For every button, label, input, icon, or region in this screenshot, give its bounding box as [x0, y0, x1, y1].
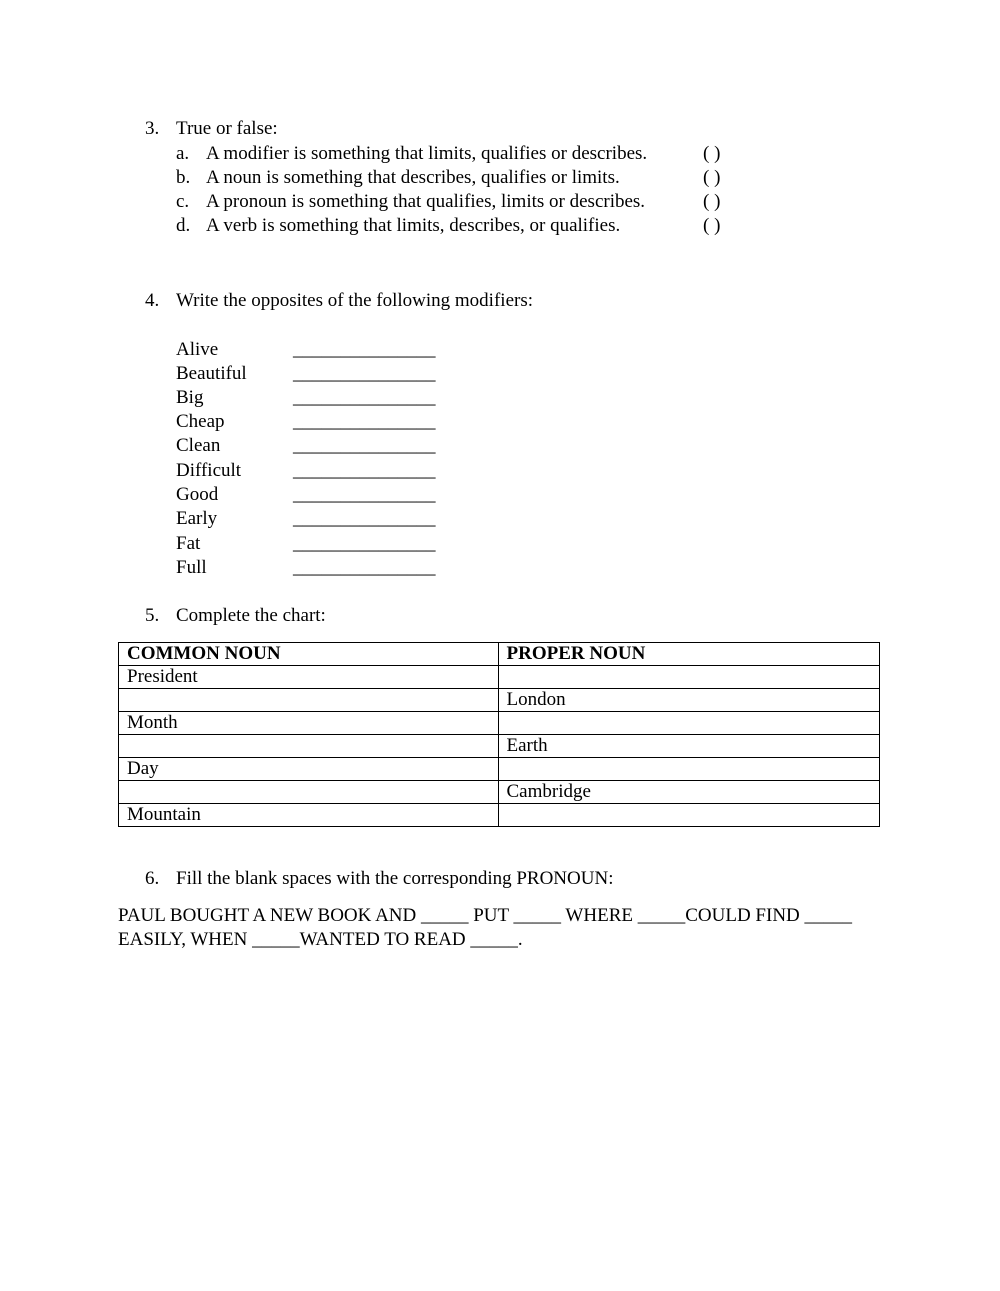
table-row — [119, 735, 880, 758]
table-row — [119, 689, 880, 712]
table-row — [119, 758, 880, 781]
noun-chart-table — [118, 642, 880, 827]
opposite-word: Good — [176, 484, 219, 505]
q3-item-letter: d. — [176, 215, 191, 236]
header-proper-noun: PROPER NOUN — [498, 643, 880, 666]
opposite-blank[interactable]: _______________ — [293, 339, 436, 360]
q3-item-text: A pronoun is something that qualifies, limits or describes. — [206, 191, 646, 212]
q3-item-letter: a. — [176, 143, 190, 164]
proper-noun-cell[interactable] — [498, 712, 880, 735]
q4-number: 4. — [145, 290, 160, 311]
opposite-blank[interactable]: _______________ — [293, 508, 436, 529]
q6-sentence-line-1[interactable]: PAUL BOUGHT A NEW BOOK AND _____ PUT _____ WHERE _____COULD FIND _____ — [118, 905, 853, 926]
opposite-blank[interactable]: _______________ — [293, 363, 436, 384]
opposite-word: Full — [176, 557, 207, 578]
opposite-blank[interactable]: _______________ — [293, 435, 436, 456]
table-row — [119, 666, 880, 689]
q3-answer-parens[interactable]: ( ) — [703, 191, 721, 212]
common-noun-cell[interactable] — [119, 781, 499, 804]
q3-answer-parens[interactable]: ( ) — [703, 215, 721, 236]
common-noun-cell[interactable] — [119, 689, 499, 712]
common-noun-cell: President — [119, 666, 499, 689]
table-row — [119, 804, 880, 827]
q5-title: Complete the chart: — [176, 605, 326, 626]
q4-title: Write the opposites of the following modifiers: — [176, 290, 534, 311]
q3-item-text: A verb is something that limits, describes, or qualifies. — [206, 215, 621, 236]
q5-number: 5. — [145, 605, 160, 626]
q3-answer-parens[interactable]: ( ) — [703, 167, 721, 188]
proper-noun-cell[interactable] — [498, 758, 880, 781]
table-row — [119, 781, 880, 804]
opposite-blank[interactable]: _______________ — [293, 533, 436, 554]
q3-answer-parens[interactable]: ( ) — [703, 143, 721, 164]
opposite-blank[interactable]: _______________ — [293, 484, 436, 505]
q3-item-letter: b. — [176, 167, 191, 188]
proper-noun-cell[interactable] — [498, 666, 880, 689]
q6-number: 6. — [145, 868, 160, 889]
opposite-blank[interactable]: _______________ — [293, 387, 436, 408]
q3-item-text: A modifier is something that limits, qualifies or describes. — [206, 143, 648, 164]
q3-item-text: A noun is something that describes, qualifies or limits. — [206, 167, 620, 188]
opposite-word: Cheap — [176, 411, 225, 432]
common-noun-cell: Month — [119, 712, 499, 735]
q6-title: Fill the blank spaces with the corresponding PRONOUN: — [176, 868, 614, 889]
common-noun-cell[interactable] — [119, 735, 499, 758]
opposite-word: Fat — [176, 533, 201, 554]
proper-noun-cell: Cambridge — [498, 781, 880, 804]
opposite-blank[interactable]: _______________ — [293, 411, 436, 432]
common-noun-cell: Mountain — [119, 804, 499, 827]
opposite-word: Clean — [176, 435, 221, 456]
opposite-word: Alive — [176, 339, 219, 360]
header-common-noun: COMMON NOUN — [119, 643, 499, 666]
proper-noun-cell: London — [498, 689, 880, 712]
q3-number: 3. — [145, 118, 160, 139]
opposite-word: Early — [176, 508, 218, 529]
opposite-word: Big — [176, 387, 204, 408]
opposite-blank[interactable]: _______________ — [293, 460, 436, 481]
q6-sentence-line-2[interactable]: EASILY, WHEN _____WANTED TO READ _____. — [118, 929, 523, 950]
opposite-blank[interactable]: _______________ — [293, 557, 436, 578]
proper-noun-cell: Earth — [498, 735, 880, 758]
table-header-row — [119, 643, 880, 666]
q3-item-letter: c. — [176, 191, 190, 212]
q3-title: True or false: — [176, 118, 278, 139]
opposite-word: Difficult — [176, 460, 242, 481]
opposite-word: Beautiful — [176, 363, 247, 384]
common-noun-cell: Day — [119, 758, 499, 781]
proper-noun-cell[interactable] — [498, 804, 880, 827]
table-row — [119, 712, 880, 735]
